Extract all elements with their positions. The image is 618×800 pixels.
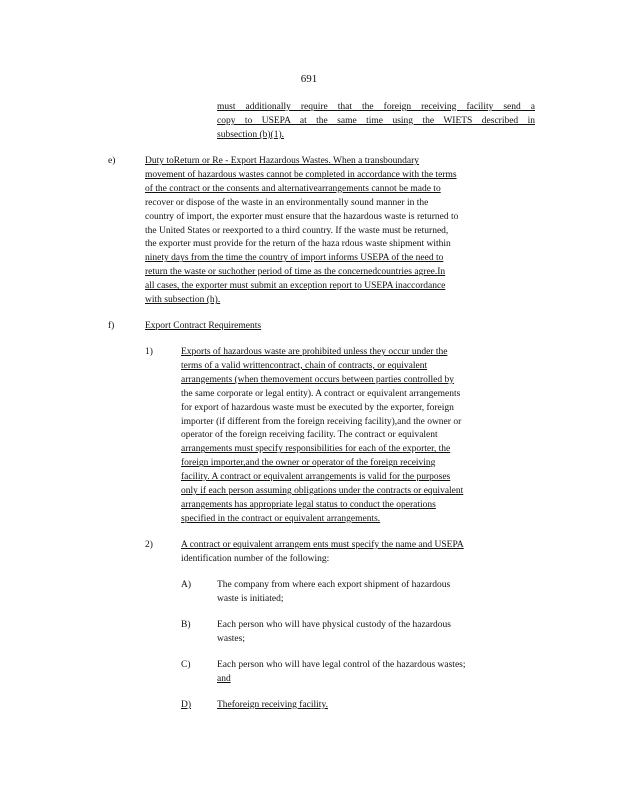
item-1-line: facility. A contract or equivalent arrangements is valid for the purposes xyxy=(181,472,451,483)
section-e-line: movement of hazardous wastes cannot be completed in accordance with the terms xyxy=(145,169,457,180)
item-2-line: A contract or equivalent arrangem ents must specify the name and USEPA xyxy=(181,540,464,550)
item-1-line: arrangements (when themovement occurs between parties controlled by xyxy=(181,374,455,385)
section-e-line: Duty toReturn or Re - Export Hazardous Wastes. When a transboundary xyxy=(145,156,420,166)
subitem-a-text xyxy=(217,579,537,607)
item-1-line: Exports of hazardous waste are prohibited unless they occur under the xyxy=(181,347,448,357)
subitem-d-label: D) xyxy=(181,700,192,710)
section-f-label: f) xyxy=(108,321,115,331)
subitem-b-text xyxy=(217,619,537,647)
subitem-c-line: and xyxy=(217,673,231,684)
subitem-c-line: Each person who will have legal control of the hazardous wastes; xyxy=(217,660,466,670)
subitem-a-label: A) xyxy=(181,580,192,590)
continuation-paragraph xyxy=(217,101,535,143)
subitem-b-label: B) xyxy=(181,620,191,630)
section-e-label: e) xyxy=(108,156,116,166)
item-2-line: identification number of the following: xyxy=(181,553,330,564)
section-e-line: ninety days from the time the country of import informs USEPA of the need to xyxy=(145,253,444,264)
subitem-b-line: wastes; xyxy=(217,633,245,644)
continuation-line: must additionally require that the foreign receiving facility send a xyxy=(217,102,535,112)
section-e-line: all cases, the exporter must submit an exception report to USEPA inaccordance xyxy=(145,281,446,292)
item-1-line: specified in the contract or equivalent arrangements. xyxy=(181,513,381,524)
item-1-line: foreign importer,and the owner or operator of the foreign receiving xyxy=(181,458,436,469)
section-e-paragraph xyxy=(145,155,543,308)
section-e-line: country of import, the exporter must ensure that the hazardous waste is returned to xyxy=(145,211,459,222)
item-2-paragraph xyxy=(181,539,537,567)
section-e-line: of the contract or the consents and alternativearrangements cannot be made to xyxy=(145,183,441,194)
item-1-label: 1) xyxy=(145,347,153,357)
item-1-line: arrangements must specify responsibilities for each of the exporter, the xyxy=(181,444,451,455)
section-e-line: recover or dispose of the waste in an environmentally sound manner in the xyxy=(145,197,429,208)
subitem-c-text xyxy=(217,659,537,687)
item-1-line: the same corporate or legal entity). A contract or equivalent arrangements xyxy=(181,388,461,399)
section-e-line: the United States or reexported to a third country. If the waste must be returned, xyxy=(145,225,449,236)
subitem-c-label: C) xyxy=(181,660,191,670)
item-1-line: operator of the foreign receiving facility. The contract or equivalent xyxy=(181,430,438,441)
section-e-line: the exporter must provide for the return of the haza rdous waste shipment within xyxy=(145,239,451,250)
continuation-line: subsection (b)(1). xyxy=(217,129,285,140)
section-e-line: with subsection (h). xyxy=(145,295,221,306)
item-1-line: for export of hazardous waste must be executed by the exporter, foreign xyxy=(181,402,454,413)
item-1-line: arrangements has appropriate legal status to conduct the operations xyxy=(181,499,436,510)
subitem-b-line: Each person who will have physical custody of the hazardous xyxy=(217,620,452,630)
item-1-line: terms of a valid writtencontract, chain of contracts, or equivalent xyxy=(181,360,428,371)
item-1-paragraph xyxy=(181,346,537,527)
subitem-a-line: waste is initiated; xyxy=(217,593,284,604)
subitem-a-line: The company from where each export shipment of hazardous xyxy=(217,580,451,590)
continuation-line: copy to USEPA at the same time using the WIETS described in xyxy=(217,115,535,126)
page-number: 691 xyxy=(300,73,318,85)
section-f-heading: Export Contract Requirements xyxy=(145,321,262,331)
section-e-line: return the waste or suchother period of time as the concernedcountries agree.In xyxy=(145,267,446,278)
item-1-line: only if each person assuming obligations under the contracts or equivalent xyxy=(181,486,464,497)
item-2-label: 2) xyxy=(145,540,153,550)
subitem-d-line: Theforeign receiving facility. xyxy=(217,700,328,710)
item-1-line: importer (if different from the foreign receiving facility),and the owner or xyxy=(181,416,462,427)
subitem-d-text xyxy=(217,699,537,713)
